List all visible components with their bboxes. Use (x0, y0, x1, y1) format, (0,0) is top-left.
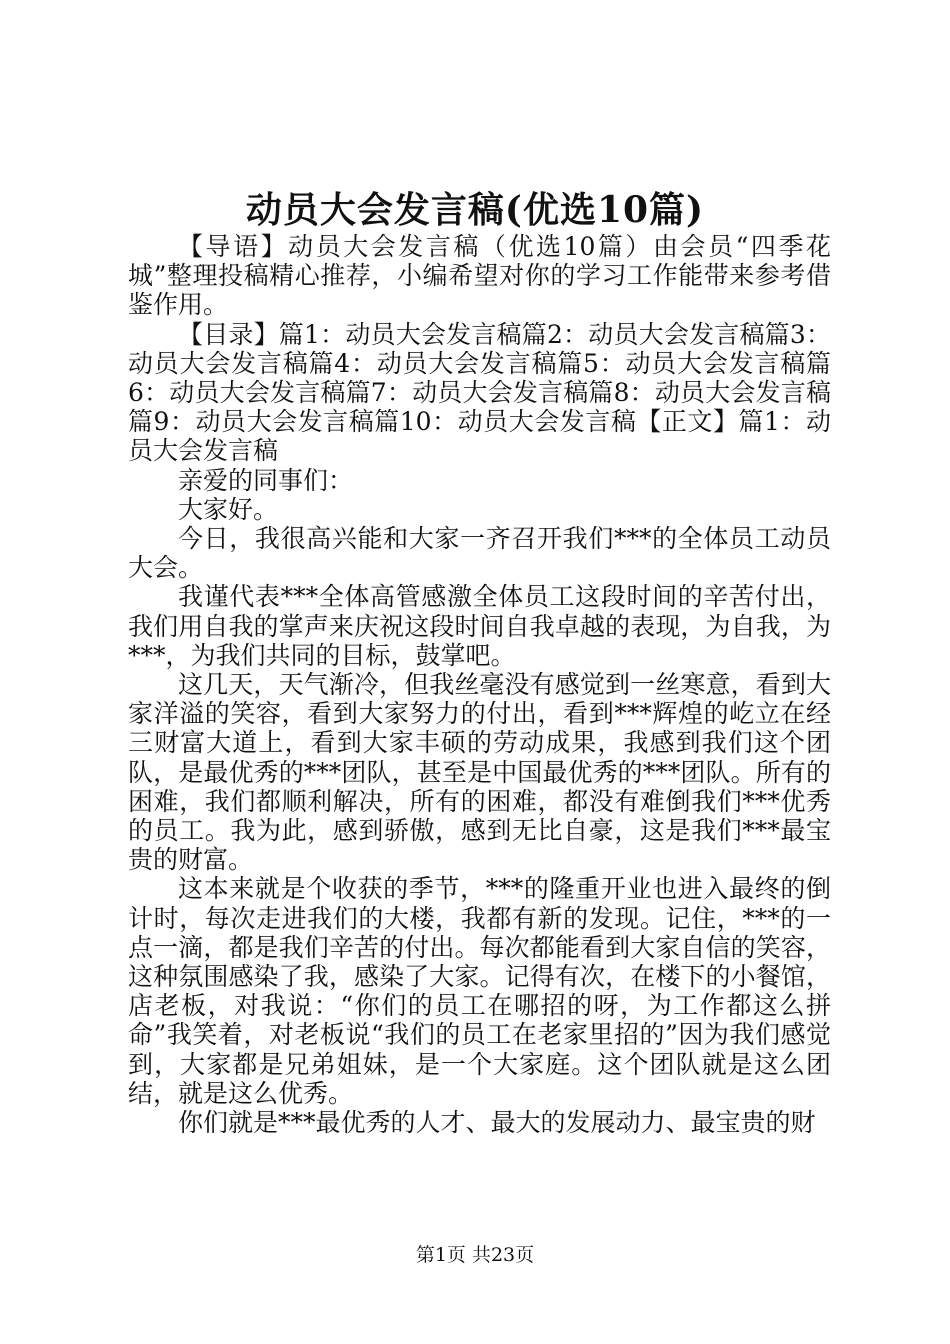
paragraph-salutation: 亲爱的同事们： (178, 465, 354, 495)
paragraph-toc: 【目录】篇1：动员大会发言稿篇2：动员大会发言稿篇3：动员大会发言稿篇4：动员大会发言稿篇5：动员大会发言稿篇6：动员大会发言稿篇7：动员大会发言稿篇8：动员大会发言稿篇9：动员大会发言稿篇10：动员大会发言稿【正文】篇1：动员大会发言稿 (128, 319, 831, 466)
paragraph-intro: 【导语】动员大会发言稿（优选10篇）由会员“四季花城”整理投稿精心推荐，小编希望对你的学习工作能带来参考借鉴作用。 (128, 232, 831, 320)
document-title: 动员大会发言稿(优选10篇) (245, 189, 705, 231)
page-footer: 第1页 共23页 (415, 1244, 535, 1266)
paragraph-body: 这本来就是个收获的季节，***的隆重开业也进入最终的倒计时，每次走进我们的大楼，我都有新的发现。记住，***的一点一滴，都是我们辛苦的付出。每次都能看到大家自信的笑容，这种氛围感染了我，感染了大家。记得有次，在楼下的小餐馆，店老板，对我说：“你们的员工在哪招的呀，为工作都这么拼命”我笑着，对老板说“我们的员工在老家里招的”因为我们感觉到，大家都是兄弟姐妹，是一个大家庭。这个团队就是这么团结，就是这么优秀。 (128, 874, 831, 1108)
paragraph-body: 你们就是***最优秀的人才、最大的发展动力、最宝贵的财 (178, 1108, 816, 1138)
paragraph-body: 今日，我很高兴能和大家一齐召开我们***的全体员工动员大会。 (128, 524, 831, 583)
paragraph-body: 这几天，天气渐冷，但我丝毫没有感觉到一丝寒意，看到大家洋溢的笑容，看到大家努力的付出，看到***辉煌的屹立在经三财富大道上，看到大家丰硕的劳动成果，我感到我们这个团队，是最优秀的***团队，甚至是中国最优秀的***团队。所有的困难，我们都顺利解决，所有的困难，都没有难倒我们***优秀的员工。我为此，感到骄傲，感到无比自豪，这是我们***最宝贵的财富。 (128, 670, 831, 875)
paragraph-body: 我谨代表***全体高管感激全体员工这段时间的辛苦付出，我们用自我的掌声来庆祝这段时间自我卓越的表现，为自我，为***，为我们共同的目标，鼓掌吧。 (128, 582, 831, 670)
paragraph-greeting: 大家好。 (178, 494, 279, 524)
document-body (128, 232, 831, 1137)
